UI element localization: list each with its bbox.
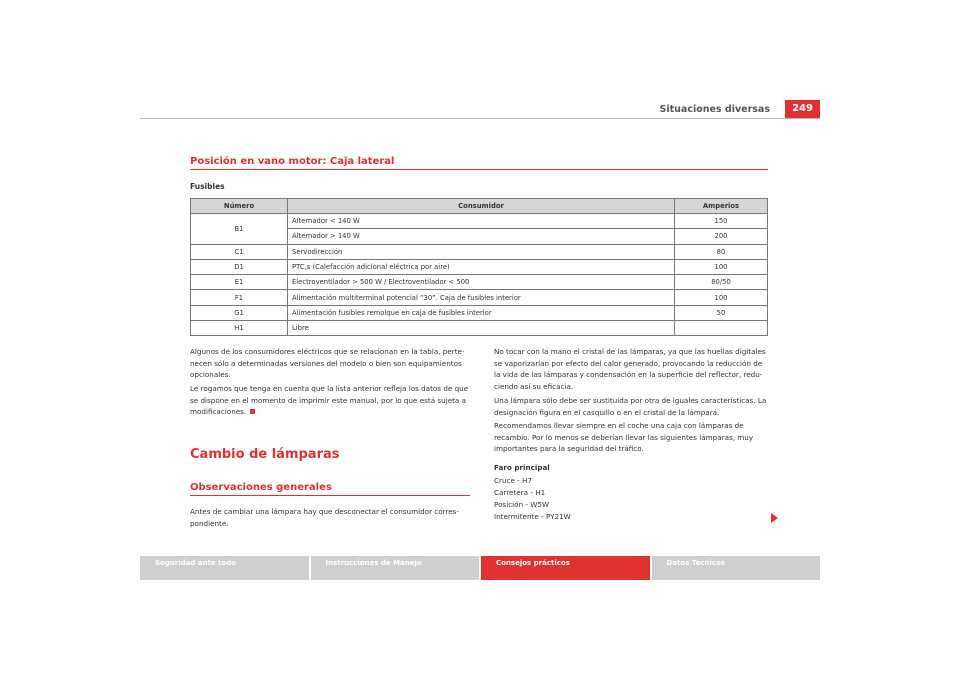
header-divider <box>140 118 820 119</box>
fuse-consumer: Electroventilador > 500 W / Electroventilador < 500 <box>288 275 675 290</box>
fuse-amps: 200 <box>675 229 768 244</box>
fuse-number: E1 <box>191 275 288 290</box>
fuse-number: B1 <box>191 214 288 245</box>
fuse-amps: 80 <box>675 244 768 259</box>
end-of-section-icon <box>250 409 255 414</box>
fuses-subtitle: Fusibles <box>190 182 225 191</box>
fuse-amps: 50 <box>675 305 768 320</box>
column-header-consumer: Consumidor <box>288 199 675 214</box>
fuse-consumer: PTC,s (Calefacción adicional eléctrica por aire) <box>288 259 675 274</box>
table-row <box>191 259 768 274</box>
chapter-title-lamps: Cambio de lámparas <box>190 447 340 462</box>
section-title-fuses: Posición en vano motor: Caja lateral <box>190 156 395 167</box>
tab-datos[interactable]: Datos Técnicos <box>652 556 821 580</box>
column-header-amps: Amperios <box>675 199 768 214</box>
fuse-amps: 100 <box>675 259 768 274</box>
tab-consejos[interactable]: Consejos prácticos <box>481 556 650 580</box>
note-paragraph-1: Algunos de los consumidores eléctricos que se relacionan en la tabla, perte-necen sólo a determinadas versiones del modelo o bien son equipamientos opcionales. <box>190 347 465 379</box>
lamp-list-item: Posición - W5W <box>494 500 550 509</box>
fuse-consumer: Alimentación fusibles remolque en caja de fusibles interior <box>288 305 675 320</box>
page-header-title: Situaciones diversas <box>659 104 770 115</box>
column-header-number: Número <box>191 199 288 214</box>
fuse-amps: 80/50 <box>675 275 768 290</box>
lamp-list-item: Intermitente - PY21W <box>494 512 571 521</box>
note-paragraph-2-text: Le rogamos que tenga en cuenta que la lista anterior refleja los datos de que se dispone en el momento de imprimir este manual, por lo que está sujeta a modificaciones. <box>190 384 469 416</box>
footer-nav <box>140 556 820 580</box>
fuse-consumer: Alimentación multiterminal potencial “30”. Caja de fusibles interior <box>288 290 675 305</box>
fuse-number: D1 <box>191 259 288 274</box>
lamp-list-item: Carretera - H1 <box>494 488 546 497</box>
section-divider <box>190 169 768 170</box>
spare-lamps-recommendation: Recomendamos llevar siempre en el coche una caja con lámparas de recambio. Por lo menos se deberían llevar las siguientes lámparas, muy importantes para la seguridad del tráfico. <box>494 421 754 453</box>
table-row <box>191 244 768 259</box>
table-row <box>191 290 768 305</box>
fuse-consumer: Alternador < 140 W <box>288 214 675 229</box>
lamp-list-item: Cruce - H7 <box>494 476 533 485</box>
lamp-glass-warning: No tocar con la mano el cristal de las lámparas, ya que las huellas digitales se vaporizarían por efecto del calor generado, provocando la reducción de la vida de las lámparas y condensación en la superficie del reflector, redu-ciendo así su eficacia. <box>494 347 766 391</box>
section-divider <box>190 495 470 496</box>
fuse-consumer: Servodirección <box>288 244 675 259</box>
tab-instrucciones[interactable]: Instrucciones de Manejo <box>311 556 480 580</box>
fuse-amps <box>675 321 768 336</box>
fuse-consumer: Alternador > 140 W <box>288 229 675 244</box>
table-row <box>191 275 768 290</box>
table-row <box>191 305 768 320</box>
continue-arrow-icon[interactable] <box>771 513 778 523</box>
tab-seguridad[interactable]: Seguridad ante todo <box>140 556 309 580</box>
fuse-number: H1 <box>191 321 288 336</box>
table-header-row <box>191 199 768 214</box>
section-title-general: Observaciones generales <box>190 482 332 493</box>
lamp-list-heading: Faro principal <box>494 463 550 472</box>
fuse-number: G1 <box>191 305 288 320</box>
lamps-intro-paragraph: Antes de cambiar una lámpara hay que desconectar el consumidor corres-pondiente. <box>190 507 460 528</box>
fuse-amps: 100 <box>675 290 768 305</box>
fuses-table <box>190 198 768 336</box>
table-row <box>191 214 768 229</box>
fuse-consumer: Libre <box>288 321 675 336</box>
note-paragraph-2 <box>190 383 472 418</box>
fuse-number: F1 <box>191 290 288 305</box>
table-row <box>191 321 768 336</box>
fuse-amps: 150 <box>675 214 768 229</box>
lamp-replacement-note: Una lámpara sólo debe ser sustituida por otra de iguales características. La designación figura en el casquillo o en el cristal de la lámpara. <box>494 396 767 417</box>
page-number: 249 <box>785 100 820 118</box>
fuse-number: C1 <box>191 244 288 259</box>
